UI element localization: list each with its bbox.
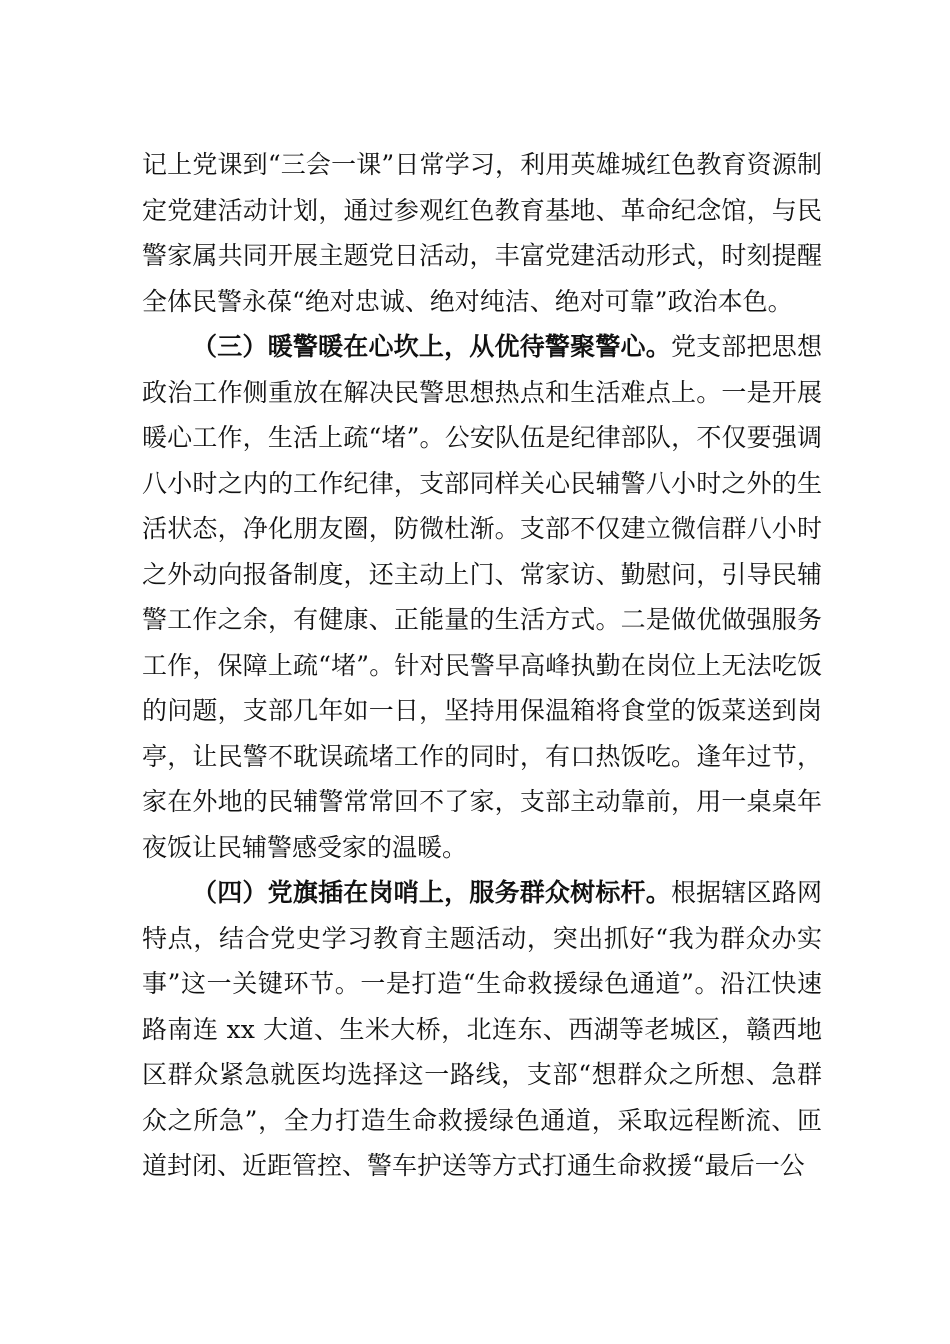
section-heading-3: （三）暖警暖在心坎上，从优待警聚警心。 bbox=[192, 332, 671, 361]
paragraph-body: 记上党课到“三会一课”日常学习，利用英雄城红色教育资源制定党建活动计划，通过参观红色教育基地、革命纪念馆，与民警家属共同开展主题党日活动，丰富党建活动形式，时刻提醒全体民警永葆“绝对忠诚、绝对纯洁、绝对可靠”政治本色。 bbox=[142, 150, 822, 316]
section-heading-4: （四）党旗插在岗哨上，服务群众树标杆。 bbox=[192, 878, 671, 907]
paragraph-continuation bbox=[142, 142, 822, 324]
paragraph-body: 党支部把思想政治工作侧重放在解决民警思想热点和生活难点上。一是开展暖心工作，生活上疏“堵”。公安队伍是纪律部队，不仅要强调八小时之内的工作纪律，支部同样关心民辅警八小时之外的生活状态，净化朋友圈，防微杜渐。支部不仅建立微信群八小时之外动向报备制度，还主动上门、常家访、勤慰问，引导民辅警工作之余，有健康、正能量的生活方式。二是做优做强服务工作，保障上疏“堵”。针对民警早高峰执勤在岗位上无法吃饭的问题，支部几年如一日，坚持用保温箱将食堂的饭菜送到岗亭，让民警不耽误疏堵工作的同时，有口热饭吃。逢年过节，家在外地的民辅警常常回不了家，支部主动靠前，用一桌桌年夜饭让民辅警感受家的温暖。 bbox=[142, 332, 822, 862]
document-body bbox=[142, 142, 822, 1189]
paragraph-body: 根据辖区路网特点，结合党史学习教育主题活动，突出抓好“我为群众办实事”这一关键环节。一是打造“生命救援绿色通道”。沿江快速路南连 xx 大道、生米大桥，北连东、西湖等老城区，赣西地区群众紧急就医均选择这一路线，支部“想群众之所想、急群众之所急”，全力打造生命救援绿色通道，采取远程断流、匝道封闭、近距管控、警车护送等方式打通生命救援“最后一公 bbox=[142, 878, 822, 1180]
paragraph-section-4 bbox=[142, 870, 822, 1189]
paragraph-section-3 bbox=[142, 324, 822, 870]
